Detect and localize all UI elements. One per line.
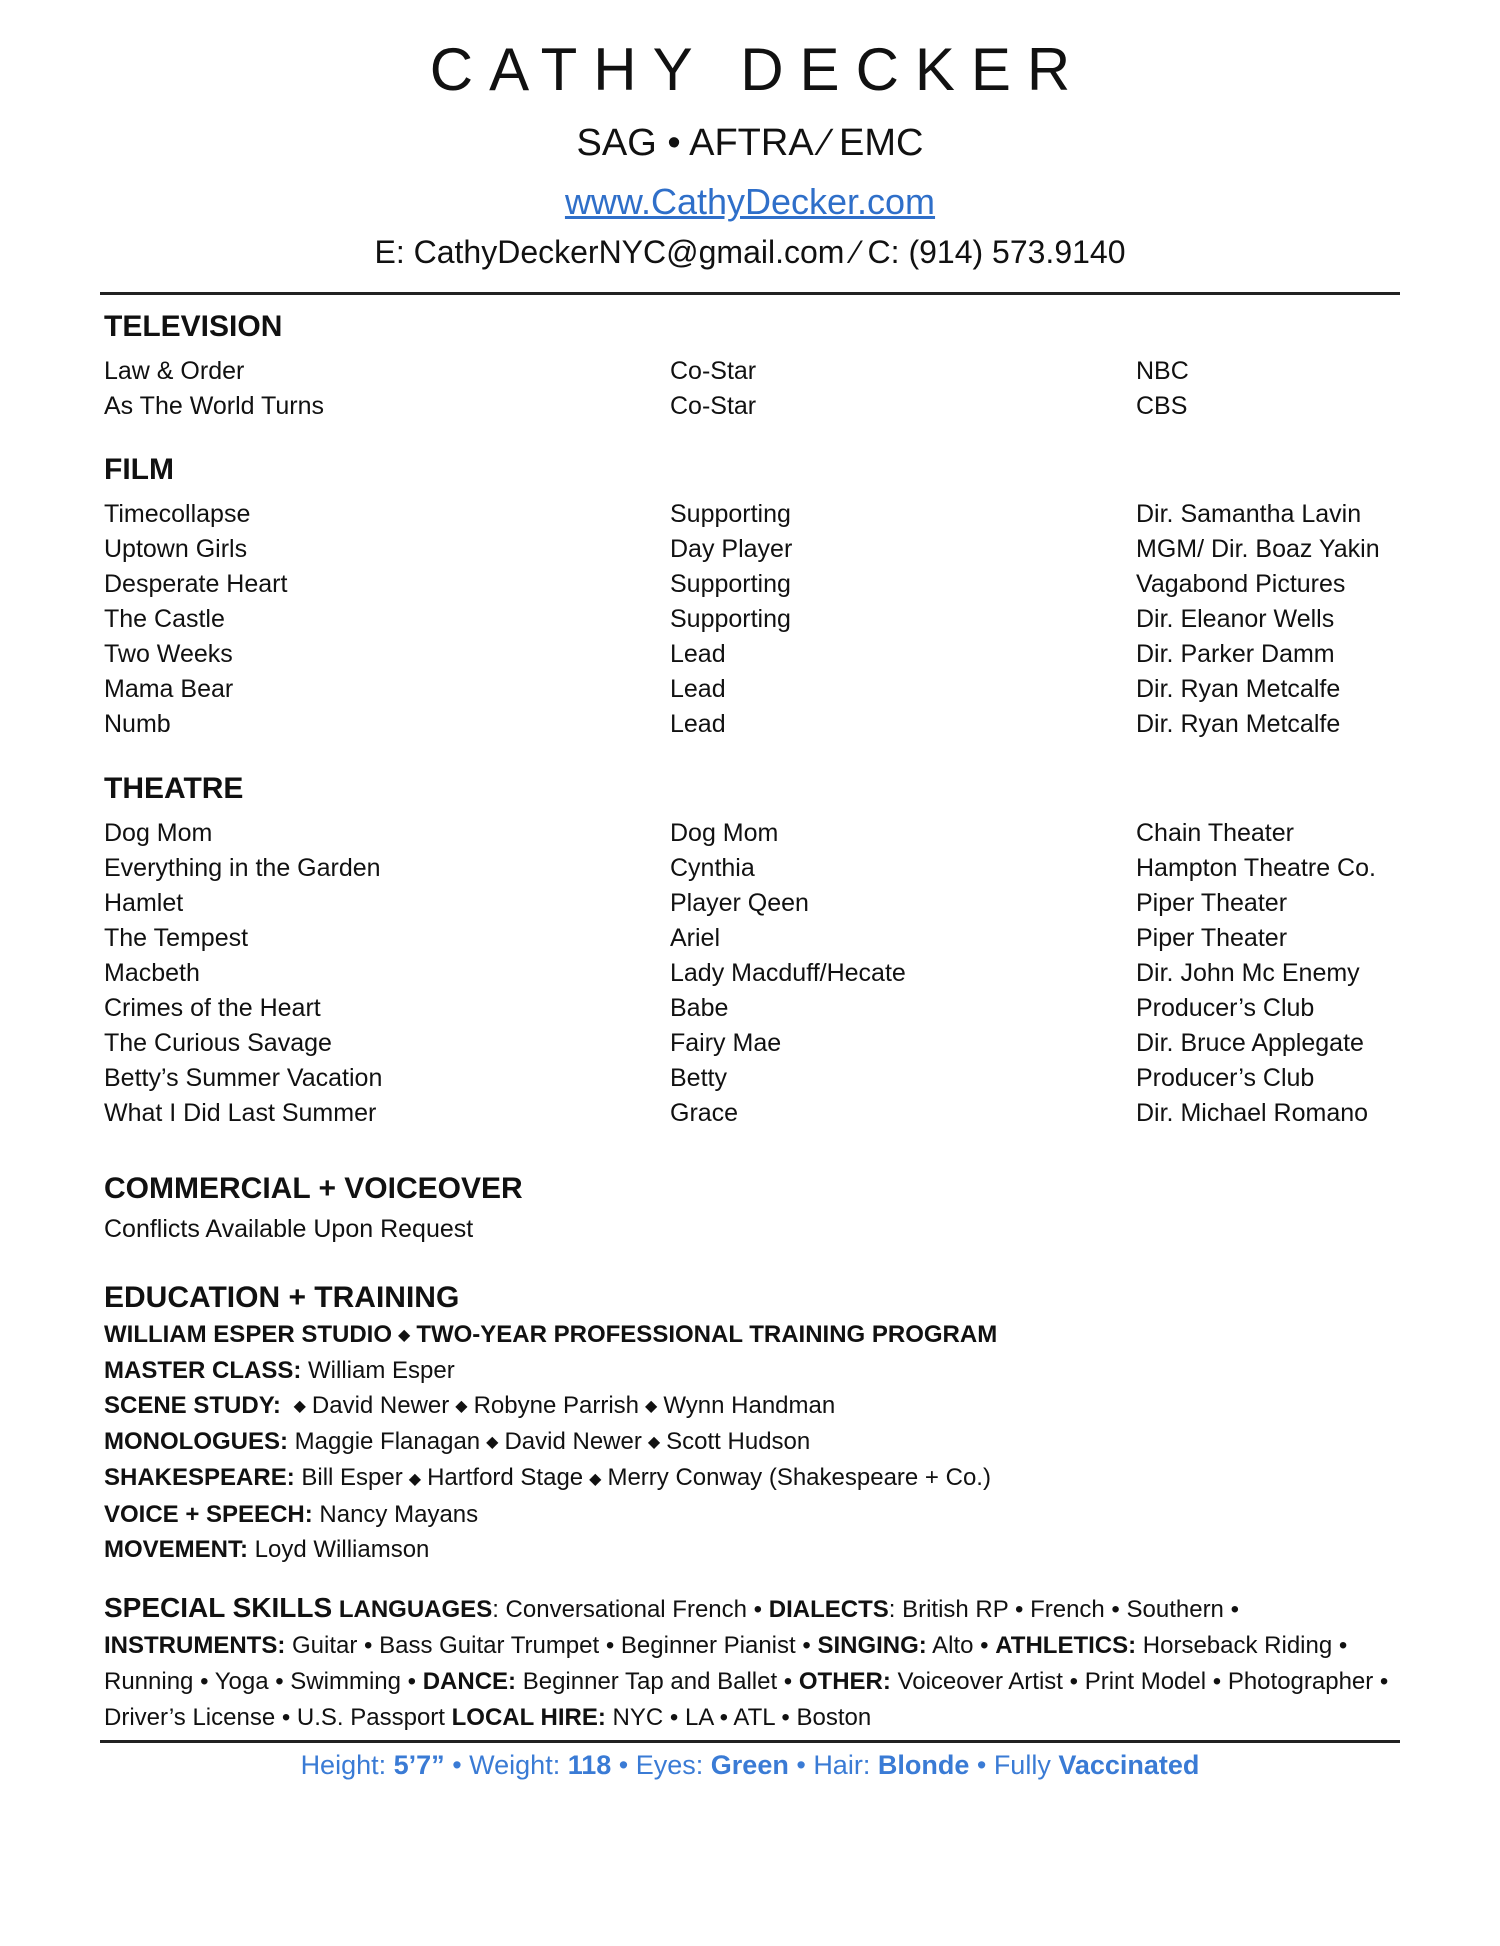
credit-row [104, 1026, 1404, 1061]
teacher-name: Maggie Flanagan [294, 1428, 481, 1456]
credit-company: Dir. Eleanor Wells [1136, 605, 1335, 633]
training-list [104, 1317, 1404, 1567]
credit-title: As The World Turns [104, 392, 324, 420]
theatre-section [104, 774, 1404, 1131]
eyes-value: Green [710, 1750, 789, 1780]
credit-role: Player Qeen [670, 889, 809, 917]
athletics-label: ATHLETICS: [995, 1632, 1137, 1659]
resume-header [0, 36, 1500, 270]
education-section [104, 1283, 1404, 1567]
credit-row [104, 921, 1404, 956]
credit-role: Lead [670, 640, 726, 668]
credit-role: Grace [670, 1099, 739, 1127]
other-label: OTHER: [798, 1668, 891, 1695]
credit-role: Supporting [670, 570, 791, 598]
credit-row [104, 851, 1404, 886]
credit-role: Day Player [670, 535, 793, 563]
other-text: Voiceover Artist • Print Model • Photographer • Driver’s License • U.S. Passport [104, 1668, 1389, 1731]
monologues-label: MONOLOGUES: [104, 1428, 288, 1456]
weight-label: • Weight: [452, 1750, 561, 1780]
credit-company: Dir. John Mc Enemy [1136, 959, 1360, 987]
diamond-separator: ◆ [486, 1434, 499, 1452]
credit-role: Co-Star [670, 392, 757, 420]
credit-row [104, 991, 1404, 1026]
credit-role: Babe [670, 994, 729, 1022]
credits-list [104, 816, 1404, 1131]
credit-role: Supporting [670, 605, 791, 633]
vaccination-value: Vaccinated [1058, 1750, 1200, 1780]
credit-title: The Curious Savage [104, 1029, 332, 1057]
movement-label: MOVEMENT: [104, 1535, 248, 1563]
website-link[interactable]: www.CathyDecker.com [564, 181, 936, 222]
credit-title: Macbeth [104, 959, 200, 987]
scene-study-label: SCENE STUDY: [104, 1392, 281, 1420]
credit-row [104, 1096, 1404, 1131]
credit-title: Mama Bear [104, 675, 234, 703]
credit-company: CBS [1136, 392, 1188, 420]
languages-text: : Conversational French • [492, 1596, 763, 1623]
teacher-name: Merry Conway (Shakespeare + Co.) [607, 1464, 991, 1492]
credit-row [104, 886, 1404, 921]
credit-role: Lady Macduff/Hecate [670, 959, 906, 987]
credit-row [104, 707, 1404, 742]
credit-role: Cynthia [670, 854, 755, 882]
credit-company: Dir. Bruce Applegate [1136, 1029, 1364, 1057]
teacher-name: Bill Esper [301, 1464, 403, 1492]
credit-company: Dir. Ryan Metcalfe [1136, 710, 1341, 738]
special-skills-text [104, 1590, 1404, 1736]
singing-label: SINGING: [817, 1632, 927, 1659]
special-skills-section [104, 1590, 1404, 1736]
credit-company: Dir. Ryan Metcalfe [1136, 675, 1341, 703]
athletics-text: Horseback Riding • Running • Yoga • Swimming • [104, 1632, 1348, 1695]
diamond-separator: ◆ [645, 1398, 658, 1416]
teacher-name: David Newer [311, 1392, 450, 1420]
header-divider [100, 292, 1400, 295]
credit-company: Dir. Michael Romano [1136, 1099, 1369, 1127]
dance-label: DANCE: [422, 1668, 517, 1695]
section-title: THEATRE [104, 772, 244, 805]
credit-role: Lead [670, 710, 726, 738]
contact-info: E: CathyDeckerNYC@gmail.com ⁄ C: (914) 573.9140 [374, 234, 1126, 270]
footer-divider [100, 1740, 1400, 1743]
dance-text: Beginner Tap and Ballet • [522, 1668, 793, 1695]
credit-role: Supporting [670, 500, 791, 528]
vaccination-label: • Fully [976, 1750, 1051, 1780]
studio-name: WILLIAM ESPER STUDIO [104, 1321, 392, 1348]
movement-line [104, 1532, 1404, 1567]
credit-role: Co-Star [670, 357, 757, 385]
credit-row [104, 389, 1404, 424]
credit-role: Dog Mom [670, 819, 779, 847]
credit-company: Dir. Samantha Lavin [1136, 500, 1362, 528]
credit-row [104, 497, 1404, 532]
credit-role: Lead [670, 675, 726, 703]
teacher-name: Nancy Mayans [319, 1500, 479, 1528]
teacher-name: Robyne Parrish [473, 1392, 640, 1420]
monologues-line [104, 1424, 1404, 1460]
credit-company: Dir. Parker Damm [1136, 640, 1335, 668]
voice-speech-label: VOICE + SPEECH: [104, 1500, 313, 1528]
instruments-label: INSTRUMENTS: [104, 1632, 286, 1659]
credit-company: Producer’s Club [1136, 1064, 1315, 1092]
credit-row [104, 354, 1404, 389]
credits-list [104, 354, 1404, 424]
master-class-label: MASTER CLASS: [104, 1357, 302, 1385]
union-affiliations: SAG • AFTRA ⁄ EMC [576, 122, 924, 164]
commercial-note: Conflicts Available Upon Request [104, 1215, 474, 1243]
credit-company: Producer’s Club [1136, 994, 1315, 1022]
credit-row [104, 956, 1404, 991]
credit-title: The Tempest [104, 924, 249, 952]
credit-company: MGM/ Dir. Boaz Yakin [1136, 535, 1380, 563]
teacher-name: David Newer [504, 1428, 642, 1456]
singing-text: Alto • [932, 1632, 989, 1659]
local-hire-label: LOCAL HIRE: [451, 1704, 606, 1731]
credit-row [104, 1061, 1404, 1096]
local-hire-text: NYC • LA • ATL • Boston [612, 1704, 872, 1731]
film-section [104, 455, 1404, 742]
weight-value: 118 [567, 1750, 612, 1780]
diamond-separator: ◆ [455, 1398, 468, 1416]
credit-role: Ariel [670, 924, 721, 952]
teacher-name: Scott Hudson [666, 1428, 811, 1456]
shakespeare-line [104, 1460, 1404, 1496]
credit-company: Piper Theater [1136, 889, 1288, 917]
credit-company: Hampton Theatre Co. [1136, 854, 1376, 882]
dialects-text: : British RP • French • Southern • [888, 1596, 1239, 1623]
diamond-separator: ◆ [647, 1434, 661, 1452]
voice-speech-line [104, 1497, 1404, 1532]
instruments-text: Guitar • Bass Guitar Trumpet • Beginner Pianist • [292, 1632, 811, 1659]
credit-title: Uptown Girls [104, 535, 248, 563]
section-title: TELEVISION [104, 310, 283, 343]
credit-title: What I Did Last Summer [104, 1099, 377, 1127]
scene-study-line [104, 1388, 1404, 1424]
credit-row [104, 637, 1404, 672]
diamond-separator: ◆ [589, 1470, 602, 1488]
credit-title: Numb [104, 710, 171, 738]
credits-list [104, 497, 1404, 742]
credit-company: Piper Theater [1136, 924, 1288, 952]
credit-title: Crimes of the Heart [104, 994, 321, 1022]
teacher-name: Wynn Handman [663, 1392, 836, 1420]
physical-stats [0, 1752, 1500, 1779]
section-title: EDUCATION + TRAINING [104, 1281, 460, 1314]
credit-company: Chain Theater [1136, 819, 1294, 847]
credit-row [104, 816, 1404, 851]
credit-row [104, 602, 1404, 637]
program-name: TWO-YEAR PROFESSIONAL TRAINING PROGRAM [416, 1321, 998, 1348]
hair-label: • Hair: [796, 1750, 871, 1780]
television-section [104, 312, 1404, 424]
dialects-label: DIALECTS [768, 1596, 889, 1623]
credit-row [104, 567, 1404, 602]
credit-title: The Castle [104, 605, 225, 633]
section-title: FILM [104, 453, 174, 486]
credit-title: Desperate Heart [104, 570, 288, 598]
master-class-teacher: William Esper [308, 1357, 455, 1385]
teacher-name: Hartford Stage [427, 1464, 584, 1492]
diamond-separator: ◆ [398, 1327, 411, 1345]
credit-title: Everything in the Garden [104, 854, 381, 882]
section-title: COMMERCIAL + VOICEOVER [104, 1172, 523, 1205]
credit-row [104, 672, 1404, 707]
credit-title: Dog Mom [104, 819, 213, 847]
credit-title: Law & Order [104, 357, 245, 385]
diamond-separator: ◆ [293, 1398, 306, 1416]
studio-line [104, 1317, 1404, 1353]
height-value: 5’7” [393, 1750, 445, 1780]
height-label: Height: [300, 1750, 387, 1780]
hair-value: Blonde [877, 1750, 970, 1780]
section-title: SPECIAL SKILLS [104, 1592, 333, 1623]
credit-title: Betty’s Summer Vacation [104, 1064, 383, 1092]
teacher-name: Loyd Williamson [254, 1535, 430, 1563]
actor-name: CATHY DECKER [429, 36, 1087, 103]
credit-row [104, 532, 1404, 567]
commercial-section [104, 1174, 1404, 1244]
credit-role: Fairy Mae [670, 1029, 782, 1057]
credit-title: Timecollapse [104, 500, 251, 528]
diamond-separator: ◆ [408, 1470, 422, 1488]
eyes-label: • Eyes: [618, 1750, 704, 1780]
credit-company: NBC [1136, 357, 1189, 385]
credit-company: Vagabond Pictures [1136, 570, 1346, 598]
credit-title: Two Weeks [104, 640, 233, 668]
languages-label: LANGUAGES [338, 1596, 493, 1623]
credit-title: Hamlet [104, 889, 184, 917]
shakespeare-label: SHAKESPEARE: [104, 1464, 295, 1492]
credit-role: Betty [670, 1064, 727, 1092]
master-class-line [104, 1353, 1404, 1388]
